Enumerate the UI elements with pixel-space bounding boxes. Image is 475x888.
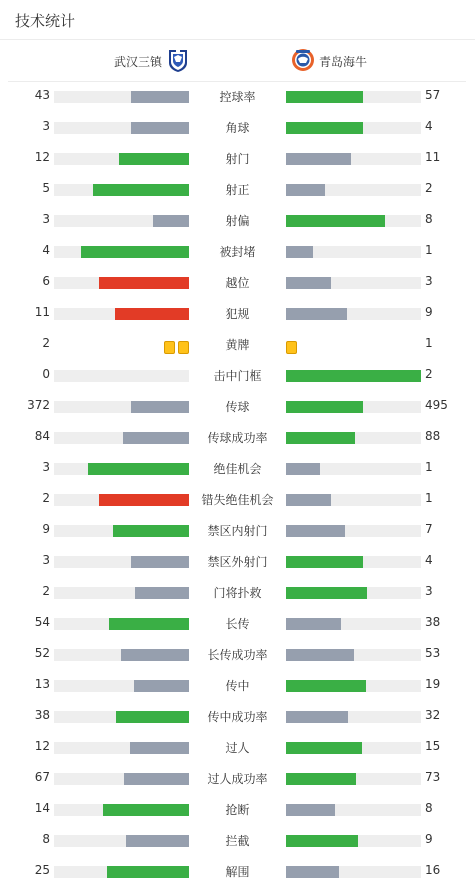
away-value: 2 — [425, 181, 433, 195]
stat-row — [0, 113, 475, 144]
stat-row — [0, 547, 475, 578]
away-bar-fill — [286, 711, 348, 723]
stat-label: 拦截 — [225, 834, 250, 848]
home-value: 3 — [42, 460, 50, 474]
away-bar-track — [286, 401, 421, 413]
away-bar-track — [286, 463, 421, 475]
stat-row — [0, 330, 475, 361]
away-value: 53 — [425, 646, 441, 660]
home-bar-track — [54, 649, 189, 661]
stat-row — [0, 299, 475, 330]
home-bar-track — [54, 91, 189, 103]
stat-label: 角球 — [225, 121, 250, 135]
yellow-card-icon — [164, 341, 175, 354]
away-bar-fill — [286, 184, 325, 196]
stat-label: 过人 — [225, 741, 250, 755]
home-bar-track — [54, 370, 189, 382]
stat-label: 传中 — [225, 679, 250, 693]
home-bar-fill — [93, 184, 189, 196]
away-value: 73 — [425, 770, 441, 784]
away-team-logo-icon — [291, 48, 315, 72]
stat-row — [0, 609, 475, 640]
away-yellow-cards — [286, 339, 300, 352]
home-bar-track — [54, 742, 189, 754]
home-value: 3 — [42, 212, 50, 226]
home-team-name: 武汉三镇 — [113, 55, 162, 69]
stat-label: 长传成功率 — [207, 648, 268, 662]
stat-label: 击中门框 — [213, 369, 262, 383]
stat-row — [0, 206, 475, 237]
page-title: 技术统计 — [15, 12, 76, 30]
home-bar-fill — [131, 91, 189, 103]
home-bar-fill — [135, 587, 189, 599]
home-bar-track — [54, 804, 189, 816]
home-bar-track — [54, 277, 189, 289]
home-bar-fill — [121, 649, 189, 661]
away-bar-fill — [286, 432, 355, 444]
away-value: 1 — [425, 491, 433, 505]
away-bar-track — [286, 153, 421, 165]
away-value: 1 — [425, 336, 433, 350]
away-bar-fill — [286, 153, 351, 165]
away-team-name: 青岛海牛 — [319, 55, 368, 69]
home-bar-track — [54, 432, 189, 444]
home-bar-track — [54, 246, 189, 258]
stat-label: 射正 — [225, 183, 250, 197]
away-bar-fill — [286, 835, 358, 847]
stat-row — [0, 268, 475, 299]
away-bar-track — [286, 246, 421, 258]
away-bar-track — [286, 711, 421, 723]
away-bar-fill — [286, 401, 363, 413]
home-bar-fill — [131, 401, 189, 413]
home-value: 25 — [34, 863, 50, 877]
home-bar-track — [54, 835, 189, 847]
home-value: 0 — [42, 367, 50, 381]
away-bar-fill — [286, 91, 363, 103]
away-bar-track — [286, 308, 421, 320]
stat-label: 绝佳机会 — [213, 462, 262, 476]
stat-row — [0, 361, 475, 392]
home-bar-track — [54, 587, 189, 599]
away-bar-track — [286, 773, 421, 785]
home-value: 4 — [42, 243, 50, 257]
home-bar-track — [54, 401, 189, 413]
stat-row — [0, 82, 475, 113]
stat-label: 控球率 — [219, 90, 256, 104]
stat-row — [0, 237, 475, 268]
away-bar-track — [286, 432, 421, 444]
away-bar-track — [286, 277, 421, 289]
home-bar-fill — [88, 463, 189, 475]
stat-row — [0, 764, 475, 795]
away-value: 16 — [425, 863, 441, 877]
home-bar-fill — [131, 122, 189, 134]
home-bar-fill — [153, 215, 189, 227]
away-bar-track — [286, 804, 421, 816]
home-bar-track — [54, 122, 189, 134]
stat-label: 被封堵 — [219, 245, 256, 259]
away-value: 88 — [425, 429, 441, 443]
away-bar-track — [286, 215, 421, 227]
stat-row — [0, 578, 475, 609]
away-bar-track — [286, 866, 421, 878]
stat-label: 禁区内射门 — [207, 524, 268, 538]
home-value: 8 — [42, 832, 50, 846]
away-value: 8 — [425, 212, 433, 226]
stat-label: 黄牌 — [225, 338, 250, 352]
stat-label: 禁区外射门 — [207, 555, 268, 569]
away-bar-fill — [286, 773, 356, 785]
away-value: 7 — [425, 522, 433, 536]
home-value: 6 — [42, 274, 50, 288]
away-value: 9 — [425, 832, 433, 846]
stat-row — [0, 826, 475, 857]
home-team-logo-icon — [168, 49, 188, 73]
home-bar-fill — [131, 556, 189, 568]
yellow-card-icon — [286, 341, 297, 354]
home-value: 84 — [34, 429, 50, 443]
home-bar-fill — [115, 308, 189, 320]
home-bar-fill — [126, 835, 189, 847]
away-bar-track — [286, 494, 421, 506]
away-value: 15 — [425, 739, 441, 753]
home-bar-fill — [81, 246, 189, 258]
home-bar-fill — [103, 804, 189, 816]
yellow-card-icon — [178, 341, 189, 354]
stat-label: 犯规 — [225, 307, 250, 321]
stat-label: 射门 — [225, 152, 250, 166]
home-bar-track — [54, 618, 189, 630]
stat-label: 传球成功率 — [207, 431, 268, 445]
away-value: 38 — [425, 615, 441, 629]
away-value: 1 — [425, 243, 433, 257]
home-bar-track — [54, 556, 189, 568]
home-bar-track — [54, 153, 189, 165]
away-bar-fill — [286, 587, 367, 599]
away-bar-fill — [286, 804, 335, 816]
home-bar-fill — [116, 711, 189, 723]
home-bar-fill — [99, 494, 189, 506]
stats-header — [0, 0, 475, 40]
away-bar-track — [286, 91, 421, 103]
home-value: 38 — [34, 708, 50, 722]
home-value: 13 — [34, 677, 50, 691]
away-bar-fill — [286, 680, 366, 692]
stat-row — [0, 733, 475, 764]
home-bar-track — [54, 215, 189, 227]
away-bar-fill — [286, 494, 331, 506]
home-bar-fill — [107, 866, 189, 878]
home-bar-fill — [113, 525, 189, 537]
home-bar-fill — [119, 153, 189, 165]
away-bar-track — [286, 680, 421, 692]
home-bar-track — [54, 866, 189, 878]
stat-row — [0, 702, 475, 733]
home-value: 5 — [42, 181, 50, 195]
teams-row — [8, 40, 466, 82]
home-bar-track — [54, 184, 189, 196]
home-bar-fill — [134, 680, 189, 692]
stat-label: 射偏 — [225, 214, 250, 228]
away-bar-track — [286, 742, 421, 754]
home-value: 52 — [34, 646, 50, 660]
home-yellow-cards — [161, 339, 189, 352]
stat-label: 门将扑救 — [213, 586, 262, 600]
home-value: 372 — [27, 398, 50, 412]
home-value: 3 — [42, 119, 50, 133]
away-value: 11 — [425, 150, 441, 164]
home-value: 12 — [34, 739, 50, 753]
away-bar-track — [286, 649, 421, 661]
away-value: 9 — [425, 305, 433, 319]
away-value: 3 — [425, 274, 433, 288]
home-bar-track — [54, 773, 189, 785]
away-value: 4 — [425, 553, 433, 567]
home-bar-track — [54, 680, 189, 692]
stat-label: 长传 — [225, 617, 250, 631]
away-bar-track — [286, 184, 421, 196]
away-bar-track — [286, 122, 421, 134]
home-bar-fill — [99, 277, 189, 289]
stat-label: 传球 — [225, 400, 250, 414]
away-value: 8 — [425, 801, 433, 815]
away-value: 1 — [425, 460, 433, 474]
away-bar-fill — [286, 866, 339, 878]
home-bar-track — [54, 525, 189, 537]
home-bar-track — [54, 463, 189, 475]
stat-label: 错失绝佳机会 — [201, 493, 274, 507]
stat-row — [0, 671, 475, 702]
away-bar-fill — [286, 370, 421, 382]
home-value: 67 — [34, 770, 50, 784]
stat-row — [0, 485, 475, 516]
away-bar-fill — [286, 525, 345, 537]
away-bar-fill — [286, 277, 331, 289]
away-bar-track — [286, 370, 421, 382]
away-bar-track — [286, 618, 421, 630]
stat-row — [0, 516, 475, 547]
stat-label: 过人成功率 — [207, 772, 268, 786]
away-bar-fill — [286, 308, 347, 320]
away-value: 3 — [425, 584, 433, 598]
away-bar-track — [286, 556, 421, 568]
stat-row — [0, 454, 475, 485]
away-bar-fill — [286, 556, 363, 568]
away-bar-fill — [286, 215, 385, 227]
stat-row — [0, 144, 475, 175]
stat-row — [0, 640, 475, 671]
away-value: 57 — [425, 88, 441, 102]
away-bar-track — [286, 587, 421, 599]
away-value: 4 — [425, 119, 433, 133]
home-value: 2 — [42, 584, 50, 598]
stat-row — [0, 795, 475, 826]
away-bar-track — [286, 525, 421, 537]
home-value: 3 — [42, 553, 50, 567]
home-bar-track — [54, 494, 189, 506]
away-bar-track — [286, 835, 421, 847]
stat-row — [0, 392, 475, 423]
home-value: 2 — [42, 491, 50, 505]
home-bar-fill — [130, 742, 189, 754]
home-bar-fill — [123, 432, 189, 444]
home-value: 43 — [34, 88, 50, 102]
home-value: 12 — [34, 150, 50, 164]
home-value: 54 — [34, 615, 50, 629]
stat-row — [0, 175, 475, 206]
stat-label: 解围 — [225, 865, 250, 879]
away-bar-fill — [286, 246, 313, 258]
stat-label: 传中成功率 — [207, 710, 268, 724]
stat-row — [0, 857, 475, 888]
home-value: 9 — [42, 522, 50, 536]
home-value: 2 — [42, 336, 50, 350]
away-value: 32 — [425, 708, 441, 722]
away-value: 19 — [425, 677, 441, 691]
away-bar-fill — [286, 649, 354, 661]
stat-label: 越位 — [225, 276, 250, 290]
away-bar-fill — [286, 122, 363, 134]
home-value: 14 — [34, 801, 50, 815]
home-bar-track — [54, 308, 189, 320]
away-bar-fill — [286, 742, 362, 754]
stat-row — [0, 423, 475, 454]
stat-label: 抢断 — [225, 803, 250, 817]
away-bar-fill — [286, 463, 320, 475]
away-bar-fill — [286, 618, 341, 630]
away-value: 495 — [425, 398, 448, 412]
home-value: 11 — [34, 305, 50, 319]
home-bar-track — [54, 711, 189, 723]
away-value: 2 — [425, 367, 433, 381]
home-bar-fill — [109, 618, 189, 630]
home-bar-fill — [124, 773, 189, 785]
